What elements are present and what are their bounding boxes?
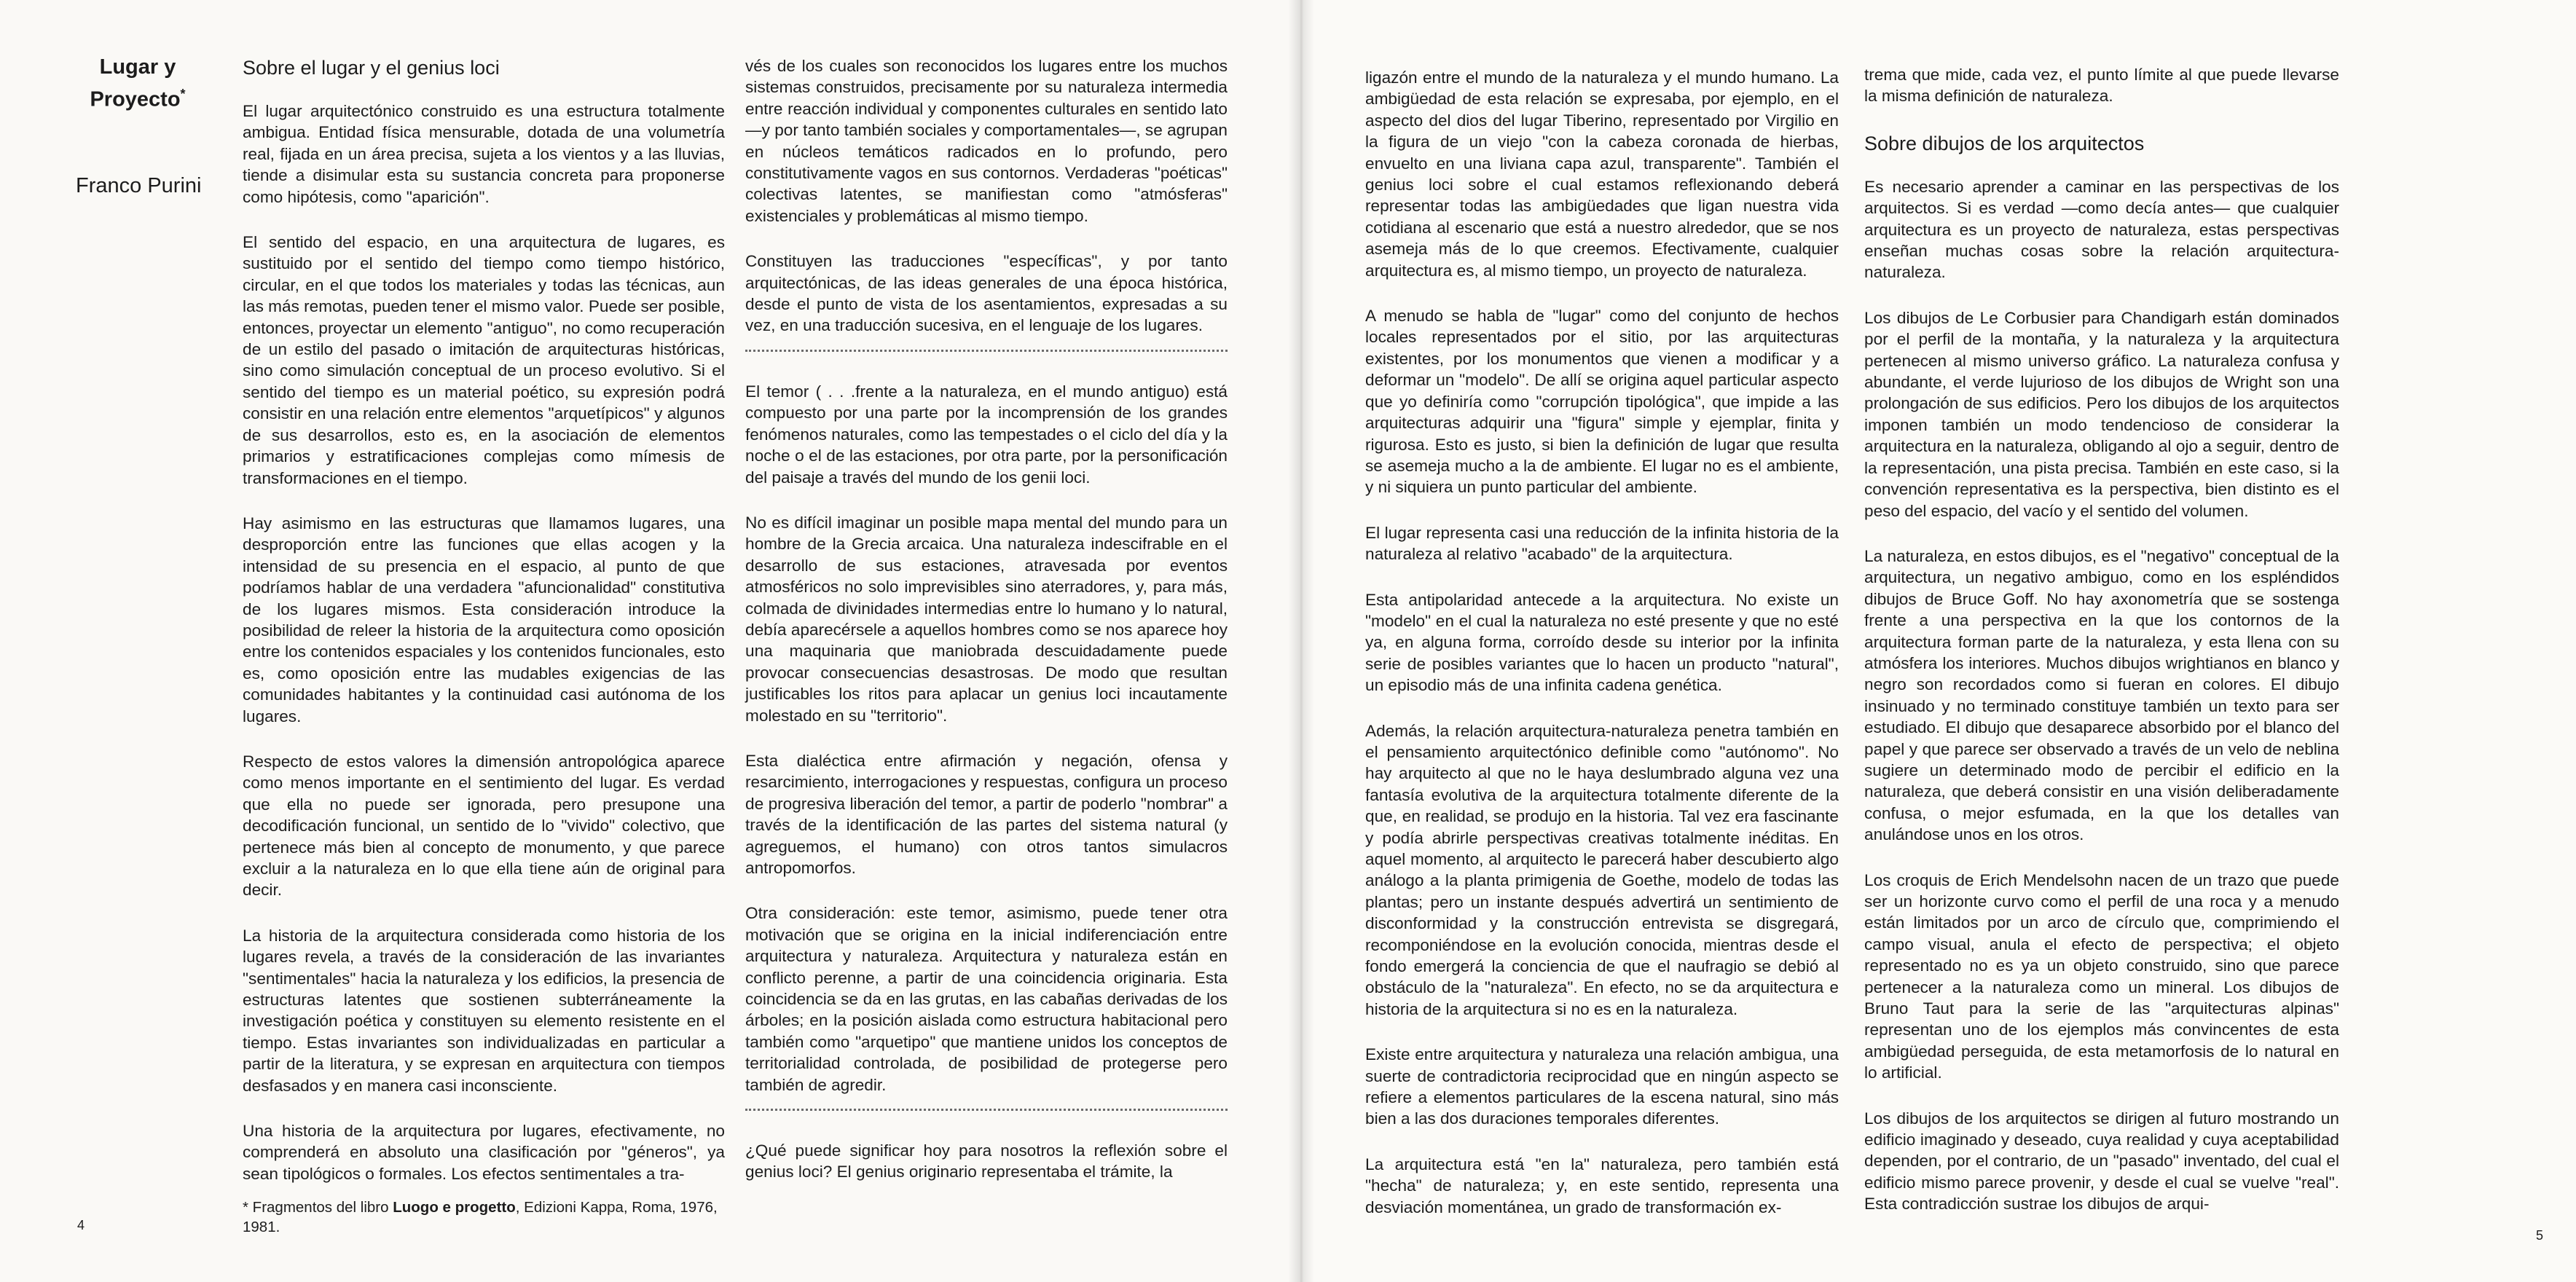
book-gutter-shadow — [1288, 0, 1314, 1282]
paragraph: El temor ( . . .frente a la naturaleza, en el mundo antiguo) está compuesto por una parte por la incomprensión de los grandes fenómenos naturales, como las tempestades o el ciclo del día y la noche o el de las estaciones, por otra parte, por la personificación del paisaje a través del mundo de los genii loci. — [745, 382, 1228, 487]
paragraph: Una historia de la arquitectura por lugares, efectivamente, no comprenderá en absoluto una clasificación por "géneros", ya sean tipológicos o formales. Los efectos sentimentales a tra- — [243, 1122, 725, 1183]
title-line-1: Lugar y — [99, 55, 176, 79]
dotted-separator — [745, 350, 1228, 352]
paragraph: Hay asimismo en las estructuras que llamamos lugares, una desproporción entre las funciones que ellas acogen y la intensidad de su presencia en el espacio, al punto de que podríamos hablar de una verdadera "afuncionalidad" constitutiva de los lugares mismos. Esta consideración introduce la posibilidad de releer la historia de la arquitectura como oposición entre los contenidos espaciales y los contenidos funcionales, esto es, como oposición entre las mudables exigencias de las comunidades habitantes y la continuidad casi autónoma de los lugares. — [243, 514, 725, 725]
paragraph: Constituyen las traducciones "específicas", y por tanto arquitectónicas, de las ideas generales de una época histórica, desde el punto de vista de los asentamientos, expresadas a su vez, en una traducción sucesiva, en el lenguaje de los lugares. — [745, 252, 1228, 335]
paragraph: Los dibujos de Le Corbusier para Chandigarh están dominados por el perfil de la montaña, y la naturaleza y la arquitectura pertenecen al mismo universo gráfico. La naturaleza confusa y abundante, el verde lujurioso de los dibujos de Wright son una prolongación de sus edificios. Pero los dibujos de los arquitectos imponen también un modo tendencioso de considerar la arquitectura en la naturaleza, obligando al ojo a seguir, dentro de la representación, una pista precisa. También en este caso, si la convención representativa es la perspectiva, bien distinto es el peso del espacio, del vacío y el sentido del volumen. — [1864, 308, 2339, 520]
section-heading-genius-loci: Sobre el lugar y el genius loci — [243, 57, 500, 79]
column-3 — [1365, 67, 1839, 1232]
title-line-2: Proyecto — [90, 87, 181, 111]
paragraph: El lugar representa casi una reducción de la infinita historia de la naturaleza al relativo "acabado" de la arquitectura. — [1365, 523, 1839, 564]
article-title — [76, 54, 200, 114]
paragraph: vés de los cuales son reconocidos los lugares entre los muchos sistemas construidos, precisamente por su naturaleza intermedia entre reacción individual y componentes culturales en sentido lato —y por tanto también sociales y comportamentales—, se agrupan en núcleos temáticos radicados en lo profundo, pero constitutivamente vagos en sus contornos. Verdaderas "poéticas" colectivas latentes, se manifiestan como "atmósferas" existenciales y problemáticas al mismo tiempo. — [745, 57, 1228, 225]
footnote-book-title: Luogo e progetto — [393, 1199, 516, 1216]
paragraph: Esta antipolaridad antecede a la arquitectura. No existe un "modelo" en el cual la naturaleza no esté presente y que no esté ya, en alguna forma, corroído desde su interior por la infinita serie de posibles variantes que lo hacen un producto "natural", un episodio más de una infinita cadena genética. — [1365, 590, 1839, 695]
paragraph: La historia de la arquitectura considerada como historia de los lugares revela, a través de la consideración de las invariantes "sentimentales" hacia la naturaleza y los edificios, la presencia de estructuras latentes que sostienen subterráneamente la investigación poética y constituyen su elemento resistente en el tiempo. Estas invariantes son individualizadas en particular a partir de la literatura, y se expresan en arquitectura con tiempos desfasados y en manera casi inconsciente. — [243, 926, 725, 1095]
column-4 — [1864, 64, 2339, 1230]
paragraph: ligazón entre el mundo de la naturaleza y el mundo humano. La ambigüedad de esta relación se expresaba, por ejemplo, en el aspecto del dios del lugar Tiberino, representado por Virgilio en la figura de un viejo "con la cabeza coronada de hierbas, envuelto en una liviana capa azul, transparente". También el genius loci sobre el cual estamos reflexionando deberá representar todas las ambigüedades que ligan nuestra vida cotidiana al escenario que está a nuestro alrededor, que se nos asemeja más de lo que creemos. Efectivamente, cualquier arquitectura es, al mismo tiempo, un proyecto de naturaleza. — [1365, 68, 1839, 280]
page-number-right: 5 — [2536, 1228, 2544, 1243]
paragraph: Esta dialéctica entre afirmación y negación, ofensa y resarcimiento, interrogaciones y respuestas, configura un proceso de progresiva liberación del temor, a partir de poderlo "nombrar" a través de la identificación de las partes del sistema natural (y agreguemos, el humano) con otros tantos simulacros antropomorfos. — [745, 751, 1228, 877]
paragraph: Los dibujos de los arquitectos se dirigen al futuro mostrando un edificio imaginado y deseado, cuya realidad y cuya aceptabilidad dependen, por el contrario, de un "pasado" inventado, del cual el edificio mismo parece provenir, y desde el cual se vuelve "real". Esta contradicción sustrae los dibujos de arqui- — [1864, 1109, 2339, 1214]
paragraph: La naturaleza, en estos dibujos, es el "negativo" conceptual de la arquitectura, un negativo ambiguo, como en los espléndidos dibujos de Bruce Goff. No hay axonometría que se sostenga frente a una perspectiva en la que los contornos de la arquitectura forman parte de la naturaleza, y esta llena con su atmósfera los interiores. Muchos dibujos wrightianos en blanco y negro son recordados como si fueran en colores. El dibujo insinuado y no terminado constituye también un texto para ser estudiado. El dibujo que desaparece absorbido por el blanco del papel y que parece ser observado a través de un velo de neblina sugiere un determinado modo de percibir el edificio en la naturaleza, que deberá consistir en una visión deliberadamente confusa, o mejor esfumada, en la que los detalles van anulándose unos en los otros. — [1864, 546, 2339, 844]
paragraph: Respecto de estos valores la dimensión antropológica aparece como menos importante en el sentimiento del lugar. Es verdad que ella no puede ser ignorada, pero presupone una decodificación funcional, un sentido de lo "vivido" colectivo, que pertenece más bien al concepto de monumento, y que parece excluir a la naturaleza en lo que ella tiene aún de original para decir. — [243, 752, 725, 900]
paragraph: Los croquis de Erich Mendelsohn nacen de un trazo que puede ser un horizonte curvo como el perfil de una roca y a menudo están limitados por un arco de círculo que, comprimiendo el campo visual, anula el efecto de perspectiva; el objeto representado no es ya un objeto construido, sino que parece pertenecer a la naturaleza como un mineral. Los dibujos de Bruno Taut para la serie de las "arquitecturas alpinas" representan uno de los ejemplos más convincentes de esta ambigüedad perseguida, de esta metamorfosis de lo natural en lo artificial. — [1864, 870, 2339, 1082]
paragraph: No es difícil imaginar un posible mapa mental del mundo para un hombre de la Grecia arcaica. Una naturaleza indescifrable en el desarrollo de sus estaciones, atravesada por eventos atmosféricos no solo imprevisibles sino aterradores, y, para más, colmada de divinidades intermedias entre lo humano y lo natural, debía aparecérsele a aquellos hombres como se nos aparece hoy una maquinaria que maniobrada descuidadamente puede provocar consecuencias desastrosas. De modo que resultan justificables los ritos para aplacar un genius loci incautamente molestado en su "territorio". — [745, 513, 1228, 725]
paragraph: El lugar arquitectónico construido es una estructura totalmente ambigua. Entidad física mensurable, dotada de una volumetría real, fijada en un área precisa, sujeta a los vientos y a las lluvias, tiende a disimular esta su sustancia concreta para proponerse como hipótesis, como "aparición". — [243, 102, 725, 206]
paragraph: Existe entre arquitectura y naturaleza una relación ambigua, una suerte de contradictoria reciprocidad que en ningún aspecto se refiere a elementos particulares de la escena natural, sino más bien a las dos duraciones temporales diferentes. — [1365, 1045, 1839, 1128]
footnote-intro: * Fragmentos del libro — [243, 1199, 393, 1216]
page-number-left: 4 — [77, 1218, 85, 1232]
footnote-publisher: , Edizioni Kappa, Roma, 1976, 1981. — [243, 1199, 718, 1236]
author-name: Franco Purini — [76, 174, 202, 197]
paragraph: A menudo se habla de "lugar" como del conjunto de hechos locales representados por el sitio, por las arquitecturas existentes, por los monumentos que vienen a modificar y a deformar un "modelo". De allí se origina aquel particular aspecto que yo definiría como "corrupción tipológica", que impide a las arquitecturas adquirir una "figura" simple y ejemplar, finita y rigurosa. Esto es justo, si bien la definición de lugar que resulta se asemeja mucho a la de ambiente. El lugar no es el ambiente, y ni siquiera un punto particular del ambiente. — [1365, 307, 1839, 497]
paragraph: Además, la relación arquitectura-naturaleza penetra también en el pensamiento arquitectónico definible como "autónomo". No hay arquitecto al que no le haya deslumbrado alguna vez una fantasía evolutiva de la arquitectura totalmente diferente de la que, en realidad, se produjo en la historia. Tal vez era fascinante y podía abrirle perspectivas creativas totalmente inéditas. En aquel momento, al arquitecto le parecerá haber descubierto algo análogo a la planta primigenia de Goethe, modelo de todas las plantas; pero un instante después advertirá un sentimiento de disconformidad y la construcción entrevista se disgregará, recomponiéndose en la evolución conocida, mientras desde el fondo emergerá la conciencia de que el naufragio se debió al obstáculo de la "naturaleza". En efecto, no se da arquitectura e historia de la arquitectura si no es en la naturaleza. — [1365, 721, 1839, 1018]
paragraph: Otra consideración: este temor, asimismo, puede tener otra motivación que se origina en la inicial indiferenciación entre arquitectura y naturaleza. Arquitectura y naturaleza están en conflicto perenne, a partir de una coincidencia originaria. Esta coincidencia se da en las grutas, en las cabañas derivadas de los árboles; en la posición aislada como estructura habitacional pero también como "arquetipo" que mantiene unidos los conceptos de territorialidad controlada, de posibilidad de protegerse pero también de agredir. — [745, 904, 1228, 1094]
section-heading-dibujos: Sobre dibujos de los arquitectos — [1864, 132, 2145, 154]
paragraph: El sentido del espacio, en una arquitectura de lugares, es sustituido por el sentido del tiempo como tiempo histórico, circular, en el que todos los materiales y todas las técnicas, aun las más remotas, pueden tener el mismo valor. Puede ser posible, entonces, proyectar un elemento "antiguo", no como recuperación de un estilo del pasado o imitación de arquitecturas históricas, sino como simulación conceptual de un proceso evolutivo. Si el sentido del tiempo es un material poético, su expresión podrá consistir en una relación entre elementos "arquetípicos" y algunos de sus desarrollos, esto es, en la asociación de elementos primarios y estratificaciones complejas como mímesis de transformaciones en el tiempo. — [243, 233, 725, 487]
right-page — [1301, 0, 2576, 1282]
paragraph: trema que mide, cada vez, el punto límite al que puede llevarse la misma definición de naturaleza. — [1864, 66, 2339, 106]
paragraph: La arquitectura está "en la" naturaleza, pero también está "hecha" de naturaleza; y, en este sentido, representa una desviación momentánea, un grado de transformación ex- — [1365, 1155, 1839, 1216]
dotted-separator — [745, 1109, 1228, 1111]
column-1 — [243, 55, 725, 1236]
paragraph: ¿Qué puede significar hoy para nosotros la reflexión sobre el genius loci? El genius originario representaba el trámite, la — [745, 1141, 1228, 1181]
paragraph: Es necesario aprender a caminar en las perspectivas de los arquitectos. Si es verdad —como decía antes— que cualquier arquitectura es un proyecto de naturaleza, estas perspectivas enseñan muchas cosas sobre la relación arquitectura-naturaleza. — [1864, 177, 2339, 282]
column-2 — [745, 55, 1228, 1221]
footnote — [243, 1198, 725, 1237]
title-footnote-mark: * — [180, 87, 186, 101]
